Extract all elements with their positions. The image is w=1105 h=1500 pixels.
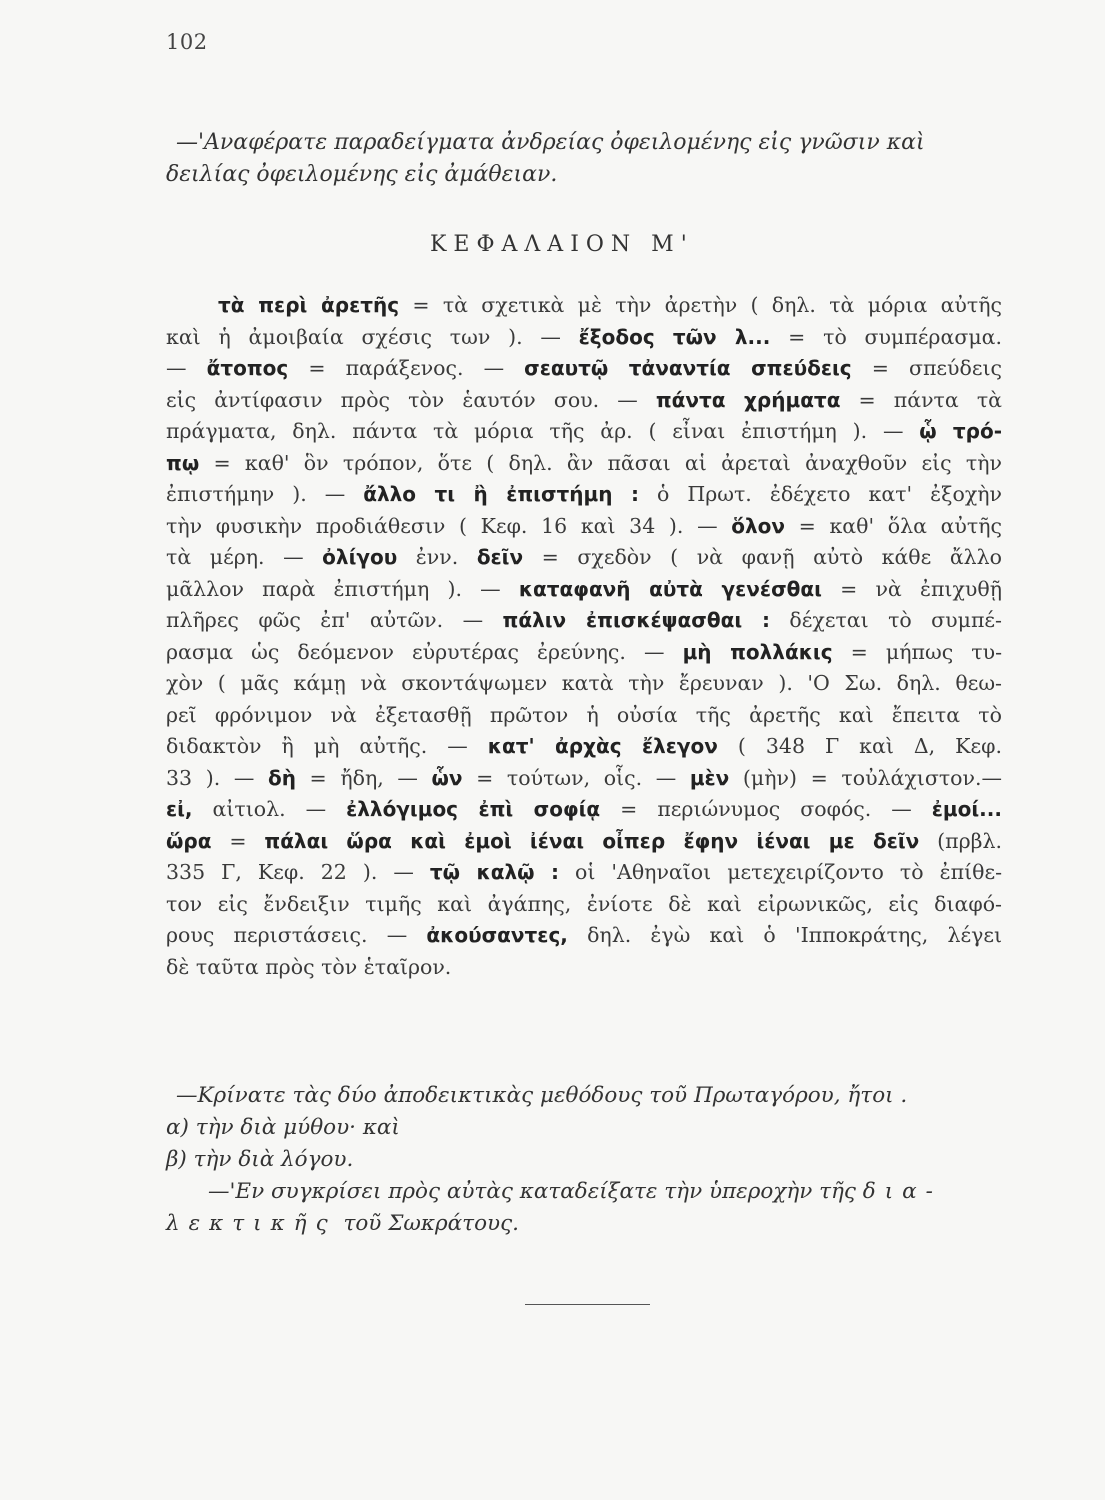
gloss-text: = σπεύδεις bbox=[851, 356, 1002, 380]
gloss-text: = καθ' ὅλα αὐτῆς bbox=[785, 513, 1002, 538]
gloss-text: ( 348 Γ καὶ Δ, Κεφ. bbox=[717, 734, 1002, 758]
lemma-term: ὧν bbox=[431, 765, 463, 790]
question-text: τοῦ Σωκράτους. bbox=[343, 1211, 519, 1236]
gloss-text: = νὰ ἐπιχυθῇ bbox=[821, 576, 1002, 601]
commentary-line bbox=[166, 353, 1002, 385]
commentary-line bbox=[166, 385, 1002, 417]
lemma-term: μὴ πολλάκις bbox=[682, 639, 833, 664]
review-question-top bbox=[166, 127, 1002, 191]
gloss-text: δέχεται τὸ συμπέ- bbox=[770, 608, 1002, 632]
gloss-text: = μήπως τυ- bbox=[832, 639, 1003, 664]
commentary-paragraph bbox=[166, 290, 1002, 983]
gloss-text: ρεῖ φρόνιμον νὰ ἐξετασθῇ πρῶτον ἡ οὐσία τῆς ἀρετῆς καὶ ἔπειτα τὸ bbox=[166, 702, 1002, 727]
commentary-line bbox=[166, 511, 1002, 543]
commentary-line bbox=[166, 731, 1002, 763]
commentary-line bbox=[166, 322, 1002, 354]
gloss-text: 33 ). — bbox=[166, 765, 268, 790]
gloss-text: = ἤδη, — bbox=[295, 765, 432, 790]
gloss-text: 335 Γ, Κεφ. 22 ). — bbox=[166, 860, 430, 884]
commentary-line bbox=[166, 574, 1002, 606]
commentary-line bbox=[166, 448, 1002, 480]
lemma-term: δεῖν bbox=[476, 545, 524, 569]
lemma-term: πάλαι ὥρα καὶ ἐμοὶ ἰέναι οἶπερ ἔφην ἰέναι με δεῖν bbox=[264, 828, 920, 853]
lemma-term: σεαυτῷ τἀναντία σπεύδεις bbox=[524, 356, 852, 380]
gloss-text: (μὴν) = τοὐλάχιστον.— bbox=[729, 765, 1002, 790]
gloss-text: τὰ μέρη. — bbox=[166, 545, 323, 569]
commentary-line bbox=[166, 952, 1002, 984]
gloss-text: πράγματα, δηλ. πάντα τὰ μόρια τῆς ἀρ. ( εἶναι ἐπιστήμη ). — bbox=[166, 419, 920, 443]
commentary-line bbox=[166, 826, 1002, 858]
gloss-text: = περιώνυμος σοφός. — bbox=[600, 797, 932, 821]
lemma-term: ἄλλο τι ἢ ἐπιστήμη : bbox=[363, 482, 639, 506]
commentary-line bbox=[166, 479, 1002, 511]
lemma-term: πάντα χρήματα bbox=[655, 387, 841, 412]
gloss-text: = πάντα τὰ bbox=[840, 387, 1003, 412]
commentary-line bbox=[166, 794, 1002, 826]
spaced-word: λεκτικῆς bbox=[166, 1211, 337, 1236]
commentary-line bbox=[166, 700, 1002, 732]
gloss-text: οἱ 'Αθηναῖοι μετεχειρίζοντο τὸ ἐπίθε- bbox=[558, 860, 1003, 884]
lemma-term: κατ' ἀρχὰς ἔλεγον bbox=[487, 734, 718, 758]
commentary-line bbox=[166, 290, 1002, 322]
gloss-text: = τὸ συμπέρασμα. bbox=[770, 324, 1003, 349]
gloss-text: ρους περιστάσεις. — bbox=[166, 923, 427, 947]
chapter-title: ΚΕΦΑΛΑΙΟΝ Μ' bbox=[430, 232, 694, 257]
gloss-text: τον εἰς ἔνδειξιν τιμῆς καὶ ἀγάπης, ἐνίοτε δὲ καὶ εἰρωνικῶς, εἰς διαφό- bbox=[166, 891, 1002, 916]
commentary-line bbox=[166, 857, 1002, 889]
commentary-line bbox=[166, 920, 1002, 952]
gloss-text: = καθ' ὃν τρόπον, ὅτε ( δηλ. ἂν πᾶσαι αἱ ἀρεταὶ ἀναχθοῦν εἰς τὴν bbox=[199, 450, 1002, 475]
gloss-text: = τούτων, οἷς. — bbox=[462, 765, 690, 790]
question-option-a: α) τὴν διὰ μύθου· καὶ bbox=[166, 1115, 400, 1140]
commentary-line bbox=[166, 542, 1002, 574]
gloss-text: αἰτιολ. — bbox=[192, 797, 347, 821]
lemma-term: ἐμοί... bbox=[931, 797, 1002, 821]
gloss-text: δὲ ταῦτα πρὸς τὸν ἑταῖρον. bbox=[166, 954, 452, 979]
gloss-text: ρασμα ὡς δεόμενον εὐρυτέρας ἐρεύνης. — bbox=[166, 639, 683, 664]
question-line: —Κρίνατε τὰς δύο ἀποδεικτικὰς μεθόδους τοῦ Πρωταγόρου, ἤτοι . bbox=[176, 1083, 908, 1108]
lemma-term: μὲν bbox=[689, 765, 730, 790]
gloss-text: χὸν ( μᾶς κάμῃ νὰ σκοντάψωμεν κατὰ τὴν ἔρευναν ). 'Ο Σω. δηλ. θεω- bbox=[166, 671, 1002, 695]
lemma-term: ὀλίγου bbox=[322, 545, 398, 569]
commentary-line bbox=[166, 889, 1002, 921]
spaced-word: δια- bbox=[862, 1179, 942, 1204]
question-option-b: β) τὴν διὰ λόγου. bbox=[166, 1147, 354, 1172]
lemma-term: ὅλον bbox=[731, 513, 785, 538]
question-line bbox=[166, 1176, 1002, 1208]
question-text: —'Εν συγκρίσει πρὸς αὐτὰς καταδείξατε τὴν ὑπεροχὴν τῆς bbox=[208, 1179, 856, 1204]
lemma-term: ἄτοπος bbox=[206, 356, 289, 380]
gloss-text: = τὰ σχετικὰ μὲ τὴν ἀρετὴν ( δηλ. τὰ μόρια αὐτῆς bbox=[399, 293, 1002, 317]
question-line: —'Αναφέρατε παραδείγματα ἀνδρείας ὀφειλομένης εἰς γνῶσιν καὶ bbox=[176, 130, 925, 155]
gloss-text: = σχεδὸν ( νὰ φανῇ αὐτὸ κάθε ἄλλο bbox=[523, 545, 1002, 569]
gloss-text: ὁ Πρωτ. ἐδέχετο κατ' ἐξοχὴν bbox=[638, 482, 1002, 506]
gloss-text: — bbox=[166, 356, 207, 380]
review-questions-bottom bbox=[166, 1080, 1002, 1240]
lemma-term: τὰ περὶ ἀρετῆς bbox=[218, 293, 400, 317]
lemma-term: τῷ καλῷ : bbox=[429, 860, 559, 884]
commentary-line bbox=[166, 637, 1002, 669]
commentary-line bbox=[166, 668, 1002, 700]
lemma-term: δὴ bbox=[267, 765, 296, 790]
gloss-text: (πρβλ. bbox=[919, 828, 1002, 853]
page-number: 102 bbox=[166, 30, 208, 54]
lemma-term: καταφανῆ αὐτὰ γενέσθαι bbox=[518, 576, 822, 601]
gloss-text: διδακτὸν ἢ μὴ αὐτῆς. — bbox=[166, 734, 488, 758]
gloss-text: ἐπιστήμην ). — bbox=[166, 482, 364, 506]
closing-rule bbox=[525, 1304, 650, 1305]
lemma-term: πάλιν ἐπισκέψασθαι : bbox=[502, 608, 771, 632]
gloss-text: εἰς ἀντίφασιν πρὸς τὸν ἑαυτόν σου. — bbox=[166, 387, 656, 412]
lemma-term: ἐλλόγιμος ἐπὶ σοφίᾳ bbox=[346, 797, 601, 821]
gloss-text: = bbox=[211, 828, 265, 853]
question-line bbox=[166, 1208, 1002, 1240]
lemma-term: πῳ bbox=[166, 450, 200, 475]
lemma-term: ὥρα bbox=[166, 828, 212, 853]
commentary-line bbox=[166, 763, 1002, 795]
commentary-line bbox=[166, 605, 1002, 637]
lemma-term: ᾧ τρό- bbox=[919, 419, 1003, 443]
lemma-term: ἔξοδος τῶν λ... bbox=[578, 324, 771, 349]
gloss-text: πλῆρες φῶς ἐπ' αὐτῶν. — bbox=[166, 608, 503, 632]
gloss-text: ἐνν. bbox=[397, 545, 477, 569]
gloss-text: καὶ ἡ ἀμοιβαία σχέσις των ). — bbox=[166, 324, 579, 349]
gloss-text: δηλ. ἐγὼ καὶ ὁ 'Ιπποκράτης, λέγει bbox=[567, 923, 1003, 947]
commentary-line bbox=[166, 416, 1002, 448]
gloss-text: τὴν φυσικὴν προδιάθεσιν ( Κεφ. 16 καὶ 34 ). — bbox=[166, 513, 732, 538]
lemma-term: ἀκούσαντες, bbox=[426, 923, 568, 947]
gloss-text: μᾶλλον παρὰ ἐπιστήμη ). — bbox=[166, 576, 519, 601]
lemma-term: εἰ, bbox=[166, 797, 193, 821]
question-line: δειλίας ὀφειλομένης εἰς ἀμάθειαν. bbox=[166, 162, 558, 187]
gloss-text: = παράξενος. — bbox=[288, 356, 525, 380]
